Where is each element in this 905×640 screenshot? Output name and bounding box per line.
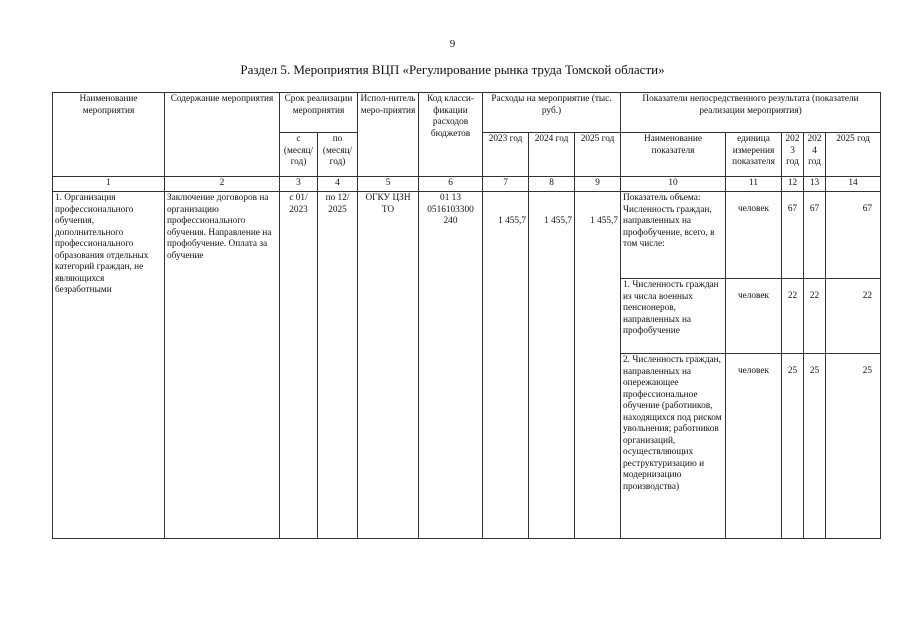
- column-number: 10: [621, 177, 726, 192]
- header-exp-2025: 2025 год: [575, 133, 621, 177]
- header-term: Срок реализации мероприятия: [280, 93, 358, 133]
- column-number: 11: [726, 177, 782, 192]
- measure-content: Заключение договоров на организацию профессионального обучения. Направление на профобучение. Оплата за обучение: [165, 192, 280, 539]
- term-from: с 01/ 2023: [280, 192, 318, 539]
- header-term-from: с (месяц/ год): [280, 133, 318, 177]
- indicator-value-2024: 25: [804, 354, 826, 539]
- budget-code: 01 13 0516103300 240: [419, 192, 483, 539]
- header-term-to: по (месяц/ год): [318, 133, 358, 177]
- column-number: 6: [419, 177, 483, 192]
- column-number: 8: [529, 177, 575, 192]
- column-number: 5: [358, 177, 419, 192]
- indicator-value-2025: 22: [826, 279, 881, 354]
- column-number: 4: [318, 177, 358, 192]
- measures-table: [52, 92, 881, 539]
- column-number: 2: [165, 177, 280, 192]
- page-number: 9: [449, 38, 456, 50]
- column-number: 9: [575, 177, 621, 192]
- measure-name: 1. Организация профессионального обучения, дополнительного профессионального образования отдельных категорий граждан, не являющихся безработными: [53, 192, 165, 539]
- header-code: Код класси-фикации расходов бюджетов: [419, 93, 483, 177]
- expense-2025: 1 455,7: [575, 192, 621, 539]
- indicator-value-2023: 25: [782, 354, 804, 539]
- header-ind-2025: 2025 год: [826, 133, 881, 177]
- indicator-value-2025: 25: [826, 354, 881, 539]
- indicator-value-2025: 67: [826, 192, 881, 279]
- indicator-name: 1. Численность граждан из числа военных пенсионеров, направленных на профобучение: [621, 279, 726, 354]
- executor: ОГКУ ЦЗН ТО: [358, 192, 419, 539]
- header-executor: Испол-нитель меро-приятия: [358, 93, 419, 177]
- table-row: [53, 192, 881, 279]
- column-number: 12: [782, 177, 804, 192]
- header-indicators: Показатели непосредственного результата (показатели реализации мероприятия): [621, 93, 881, 133]
- header-ind-2024: 2024 год: [804, 133, 826, 177]
- column-number: 1: [53, 177, 165, 192]
- header-content: Содержание мероприятия: [165, 93, 280, 177]
- column-number: 3: [280, 177, 318, 192]
- header-ind-2023: 2023 год: [782, 133, 804, 177]
- indicator-name: Показатель объема: Численность граждан, направленных на профобучение, всего, в том числе:: [621, 192, 726, 279]
- indicator-value-2024: 22: [804, 279, 826, 354]
- expense-2024: 1 455,7: [529, 192, 575, 539]
- indicator-value-2023: 22: [782, 279, 804, 354]
- indicator-value-2023: 67: [782, 192, 804, 279]
- indicator-unit: человек: [726, 354, 782, 539]
- expense-2023: 1 455,7: [483, 192, 529, 539]
- header-exp-2023: 2023 год: [483, 133, 529, 177]
- header-exp-2024: 2024 год: [529, 133, 575, 177]
- indicator-value-2024: 67: [804, 192, 826, 279]
- section-title: Раздел 5. Мероприятия ВЦП «Регулирование рынка труда Томской области»: [240, 62, 665, 77]
- column-number: 13: [804, 177, 826, 192]
- column-numbers-row: [53, 177, 881, 192]
- header-expenses: Расходы на мероприятие (тыс. руб.): [483, 93, 621, 133]
- column-number: 14: [826, 177, 881, 192]
- indicator-name: 2. Численность граждан, направленных на опережающее профессиональное обучение (работников, находящихся под риском увольнения; работников организаций, осуществляющих реструктуризацию и модернизацию производства): [621, 354, 726, 539]
- term-to: по 12/ 2025: [318, 192, 358, 539]
- header-name: Наименование мероприятия: [53, 93, 165, 177]
- indicator-unit: человек: [726, 192, 782, 279]
- indicator-unit: человек: [726, 279, 782, 354]
- header-indicator-name: Наименование показателя: [621, 133, 726, 177]
- column-number: 7: [483, 177, 529, 192]
- header-indicator-unit: единица измерения показателя: [726, 133, 782, 177]
